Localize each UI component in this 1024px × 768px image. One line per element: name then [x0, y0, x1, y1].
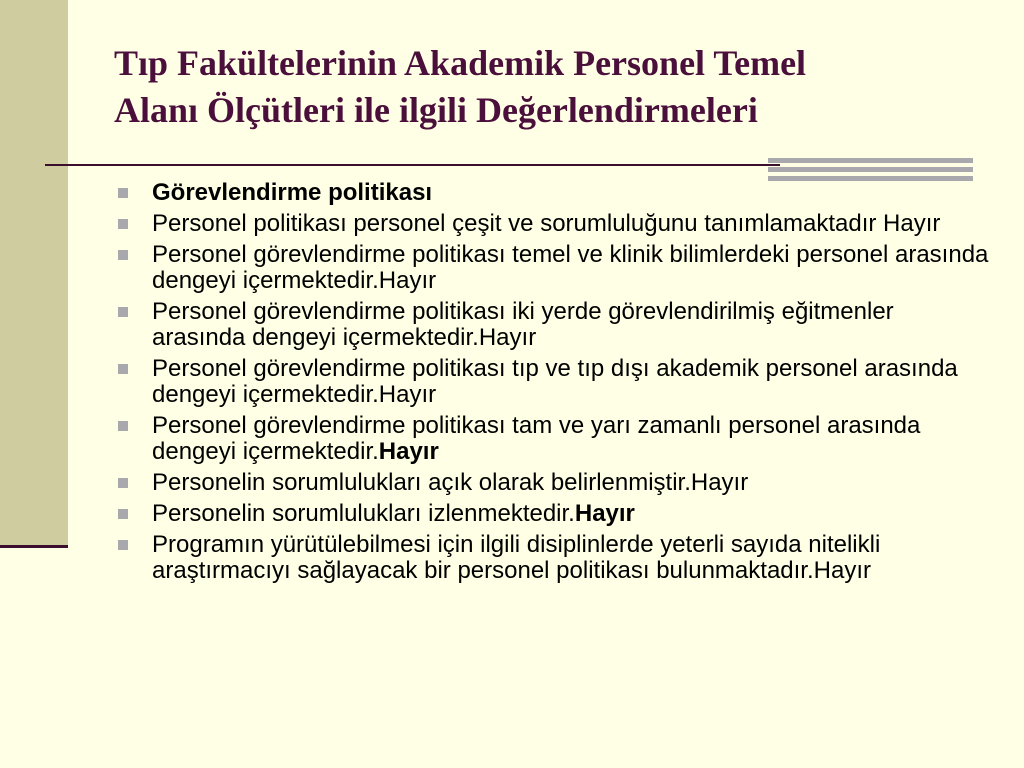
bullet-text: Programın yürütülebilmesi için ilgili disiplinlerde yeterli sayıda nitelikli araştırmacıyı sağlayacak bir personel politikası bulunmaktadır.Hayır	[152, 531, 881, 584]
bullet-text: Personelin sorumlulukları izlenmektedir.	[152, 500, 575, 527]
square-bullet-icon	[118, 307, 128, 317]
square-bullet-icon	[118, 478, 128, 488]
side-bar-underline	[0, 545, 68, 548]
square-bullet-icon	[118, 250, 128, 260]
square-bullet-icon	[118, 188, 128, 198]
bullet-item	[112, 242, 992, 294]
square-bullet-icon	[118, 364, 128, 374]
bullet-item	[112, 211, 992, 237]
slide-title	[114, 40, 994, 134]
divider-accent-stripe	[768, 167, 973, 172]
bullet-item	[112, 180, 992, 206]
square-bullet-icon	[118, 421, 128, 431]
slide-title-line-2: Alanı Ölçütleri ile ilgili Değerlendirmeleri	[114, 90, 758, 130]
bullet-list	[112, 180, 992, 589]
bullet-text: Personel görevlendirme politikası tam ve yarı zamanlı personel arasında dengeyi içermektedir.	[152, 412, 921, 465]
bullet-text: Personel görevlendirme politikası temel ve klinik bilimlerdeki personel arasında dengeyi içermektedir.Hayır	[152, 241, 989, 294]
square-bullet-icon	[118, 219, 128, 229]
bullet-bold-answer: Hayır	[574, 500, 635, 527]
square-bullet-icon	[118, 540, 128, 550]
side-decorative-bar	[0, 0, 68, 547]
bullet-item	[112, 501, 992, 527]
divider-accent-stripe	[768, 158, 973, 163]
bullet-text: Personel görevlendirme politikası iki yerde görevlendirilmiş eğitmenler arasında dengeyi içermektedir.Hayır	[152, 298, 894, 351]
bullet-text: Görevlendirme politikası	[152, 179, 433, 206]
bullet-bold-answer: Hayır	[378, 438, 439, 465]
bullet-item	[112, 299, 992, 351]
slide-title-line-1: Tıp Fakültelerinin Akademik Personel Temel	[114, 43, 807, 83]
square-bullet-icon	[118, 509, 128, 519]
bullet-item	[112, 532, 992, 584]
bullet-item	[112, 413, 992, 465]
bullet-text: Personel görevlendirme politikası tıp ve tıp dışı akademik personel arasında dengeyi içermektedir.Hayır	[152, 355, 958, 408]
bullet-text: Personel politikası personel çeşit ve sorumluluğunu tanımlamaktadır Hayır	[152, 210, 941, 237]
bullet-item	[112, 470, 992, 496]
bullet-text: Personelin sorumlulukları açık olarak belirlenmiştir.Hayır	[152, 469, 749, 496]
bullet-item	[112, 356, 992, 408]
title-divider	[45, 164, 780, 166]
